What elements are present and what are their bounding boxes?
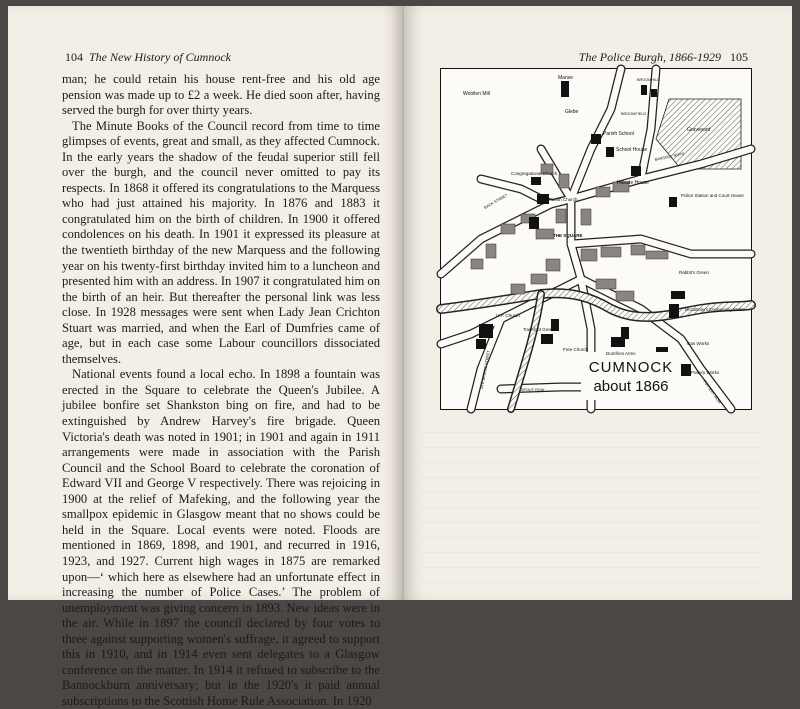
right-page xyxy=(404,6,792,600)
label-manse: Manse xyxy=(558,75,574,81)
left-page-number: 104 xyxy=(65,50,83,64)
left-body-text xyxy=(62,72,380,709)
label-ayr-bridge-street: AYR BRIDGE STREET xyxy=(480,349,491,390)
label-woollen-mill: Woollen Mill xyxy=(463,91,490,97)
label-graveyard: Graveyard xyxy=(687,127,711,133)
paragraph: National events found a local echo. In 1898 a fountain was erected in the Square to celebrate the Queen's Jubilee. A jubilee bonfire set Shankston bing on fire, and had to be extinguished by Andrew Harvey's fire brigade. Queen Victoria's death was noted in 1901; in 1901 and again in 1911 arrangements were made in association with the Parish Council and the School Board to celebrate the coronation of Edward VII and George V respectively. There was rejoicing in 1900 at the relief of Mafeking, and the following year the smallpox epidemic in Glasgow meant that no shows could be held in the Square. Local events were noted. Floods are mentioned in 1869, 1898, and 1901, and recurred in 1916, 1923, and 1927. Current high wages in 1875 are remarked upon—‘ which here as elsewhere had an unfortunate effect in increasing the number of Police Cases.’ The problem of unemployment was giving concern in 1893. New ideas were in the air. While in 1897 the council declared by four votes to three against supporting women's suffrage, it agreed to support this in 1910, and in 1914 even sent delegates to a Glasgow conference on the matter. In 1914 it refused to subscribe to the Bannockburn anniversary; but in the 1920's it paid annual subscriptions to the Scottish Home Rule Association. In 1920 xyxy=(62,367,380,708)
map-drawing xyxy=(441,69,751,409)
left-page-header xyxy=(65,50,231,65)
label-townfoot-green: Townfoot Green xyxy=(523,327,555,332)
label-the-square: THE SQUARE xyxy=(553,233,583,238)
right-running-title: The Police Burgh, 1866-1929 xyxy=(578,50,721,64)
label-broomfield: BROOMFIELD xyxy=(621,112,647,116)
label-police-station: Police Station and Court House xyxy=(681,193,744,198)
map-title: CUMNOCK xyxy=(588,359,674,376)
label-broomhill: BROOMHILL xyxy=(637,78,660,82)
label-mccartneys: McCartney's Engineering Works xyxy=(685,307,745,312)
label-spout-row: SPOUT ROW xyxy=(521,388,545,392)
label-dumfries-arms: Dumfries Arms xyxy=(606,351,636,356)
paragraph: man; he could retain his house rent-free and his old age pension was made up to £2 a week. He died soon after, having served the burgh for over thirty years. xyxy=(62,72,380,118)
right-page-header xyxy=(579,50,748,65)
left-running-title: The New History of Cumnock xyxy=(89,50,231,64)
label-parish-church: Parish Church xyxy=(549,197,578,202)
label-free-church: Free Church xyxy=(563,347,589,352)
label-gas-works: Gas Works xyxy=(687,341,710,346)
label-glebe: Glebe xyxy=(565,109,579,115)
label-up-church: U.P. Church xyxy=(496,313,520,318)
label-rabbits-green: Rabbit's Green xyxy=(679,270,709,275)
label-barshill-road: BARSHILL ROAD xyxy=(654,151,685,162)
show-through-text xyxy=(422,418,762,583)
label-school-house: School House xyxy=(616,147,648,153)
label-parish-school: Parish School xyxy=(603,131,634,137)
label-hillside-house: Hillside House xyxy=(617,180,649,186)
label-back-street: BACK STREET xyxy=(483,193,509,210)
label-congregational-church: Congregational Church xyxy=(511,171,558,176)
cumnock-map xyxy=(440,68,752,410)
right-page-number: 105 xyxy=(730,50,748,64)
label-pottery-row: POTTERY ROW xyxy=(702,379,722,405)
left-page xyxy=(8,6,404,708)
label-pottery-works: Pottery Works xyxy=(691,370,720,375)
map-subtitle: about 1866 xyxy=(593,378,669,395)
paragraph: The Minute Books of the Council record from time to time glimpses of events, great and small, as they affected Cumnock. In the early years the shadow of the feudal superior still fell over the burgh, and the council never omitted to pay its respects. In 1868 it offered its congratulations to the Marquess who had just attained his majority. In 1876 and 1883 it congratulated him on the birth of children. In 1900 it offered condolences on his death. In 1901 it expressed its pleasure at the twentieth birthday of the new Marquess and the following year on his twenty-first birthday invited him to a luncheon and presented him with an address. In 1907 it congratulated him on the birth of an heir. But thereafter the personal link was less close. In 1928 messages were sent when Lady Jean Crichton Stuart was married, and when the Earl of Dumfries came of age, but in each case some Labour councillors dissociated themselves. xyxy=(62,118,380,366)
